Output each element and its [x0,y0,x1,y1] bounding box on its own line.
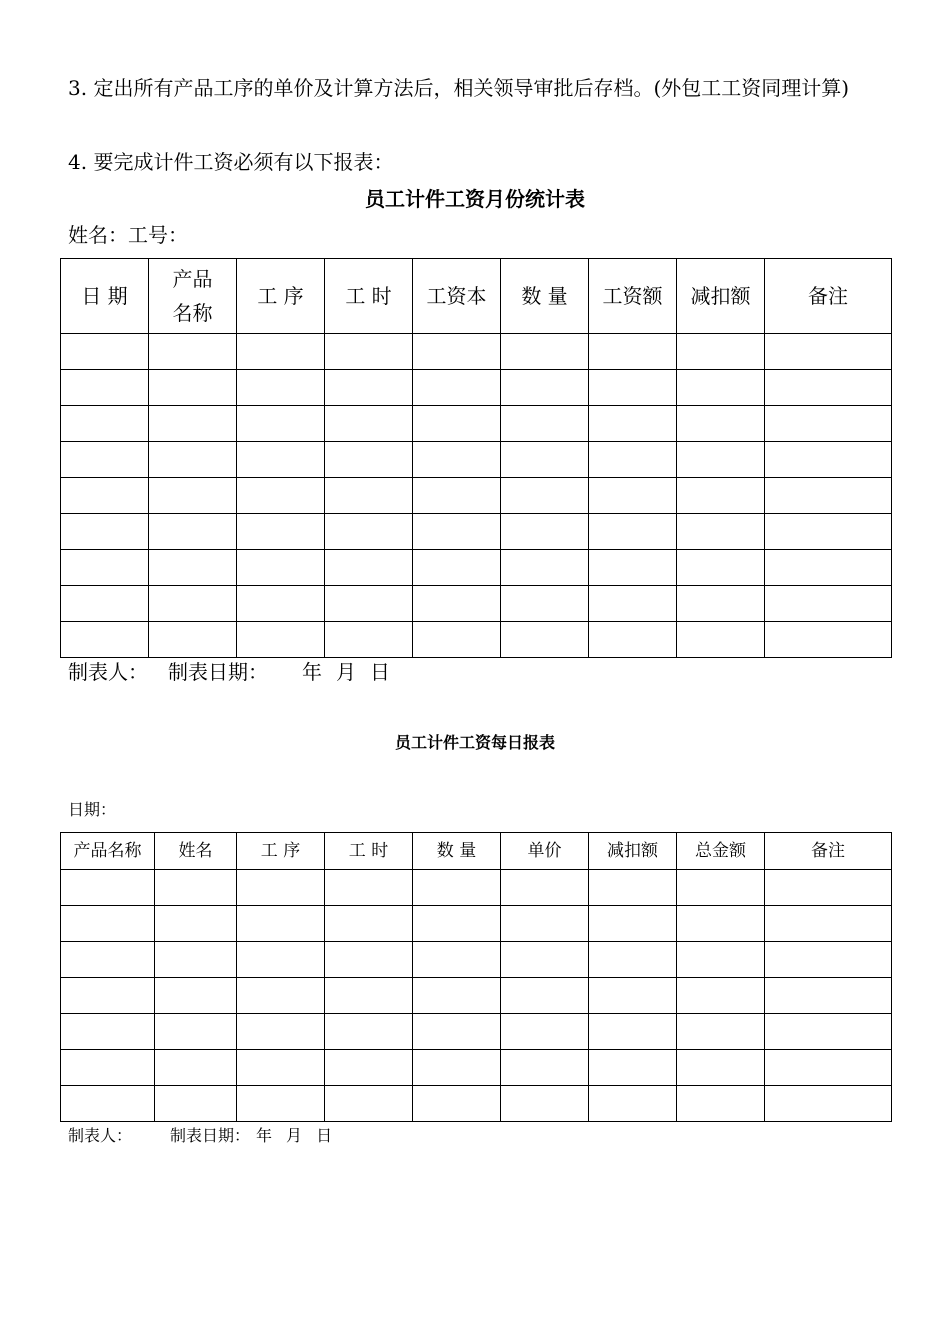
daily-table-cell[interactable] [413,870,501,906]
header-deduction: 减扣额 [589,833,677,870]
header-process: 工 序 [237,833,325,870]
header-quantity: 数 量 [413,833,501,870]
monthly-table-cell[interactable] [589,586,677,622]
monthly-table-cell[interactable] [237,442,325,478]
daily-table-row [61,942,892,978]
monthly-table-cell[interactable] [677,442,765,478]
daily-table-cell[interactable] [61,978,155,1014]
monthly-table-cell[interactable] [61,442,149,478]
monthly-table-cell[interactable] [413,550,501,586]
daily-table-cell[interactable] [325,1014,413,1050]
monthly-table-cell[interactable] [149,622,237,658]
day-label: 日 [316,1126,333,1145]
monthly-table-cell[interactable] [677,550,765,586]
monthly-table-row [61,370,892,406]
monthly-table-cell[interactable] [765,586,892,622]
monthly-table-cell[interactable] [677,514,765,550]
monthly-table-cell[interactable] [413,586,501,622]
monthly-table-cell[interactable] [677,370,765,406]
monthly-table-cell[interactable] [149,550,237,586]
daily-table-cell[interactable] [589,906,677,942]
monthly-table-cell[interactable] [413,442,501,478]
daily-table-cell[interactable] [325,906,413,942]
employee-id-label: 工号： [128,223,188,247]
monthly-table-cell[interactable] [501,442,589,478]
daily-table-cell[interactable] [677,870,765,906]
monthly-table-row [61,478,892,514]
monthly-table-cell[interactable] [501,550,589,586]
monthly-table-cell[interactable] [237,514,325,550]
daily-table-cell[interactable] [765,978,892,1014]
daily-table-cell[interactable] [237,978,325,1014]
maker-label: 制表人： [68,1126,133,1145]
monthly-table-cell[interactable] [237,550,325,586]
header-unit-price: 单价 [501,833,589,870]
daily-table-row [61,1014,892,1050]
header-product-name [149,259,237,334]
monthly-table-cell[interactable] [765,370,892,406]
monthly-table-cell[interactable] [501,514,589,550]
daily-table-cell[interactable] [677,1050,765,1086]
header-remarks: 备注 [765,833,892,870]
header-product-name-text: 产品名称 [172,267,213,325]
monthly-table-cell[interactable] [765,550,892,586]
header-wage-amount: 工资额 [589,259,677,334]
daily-table-cell[interactable] [61,942,155,978]
report-date-label: 制表日期： [168,660,268,684]
header-remarks: 备注 [765,259,892,334]
daily-table-row [61,978,892,1014]
year-label: 年 [302,660,322,684]
daily-date-label: 日期： [68,800,117,819]
daily-table-cell[interactable] [501,978,589,1014]
daily-table-cell[interactable] [61,1014,155,1050]
daily-table-cell[interactable] [325,978,413,1014]
header-product-name: 产品名称 [61,833,155,870]
monthly-table-cell[interactable] [765,334,892,370]
monthly-table-header-row [61,259,892,334]
daily-table-cell[interactable] [413,942,501,978]
daily-table-cell[interactable] [765,1086,892,1122]
monthly-table-cell[interactable] [589,370,677,406]
daily-table-cell[interactable] [155,942,237,978]
monthly-table-cell[interactable] [501,370,589,406]
monthly-table-row [61,442,892,478]
name-label: 姓名： [68,223,128,247]
daily-table-row [61,1050,892,1086]
monthly-table-cell[interactable] [589,334,677,370]
daily-table-cell[interactable] [677,906,765,942]
header-work-hours: 工 时 [325,833,413,870]
monthly-report-title: 员工计件工资月份统计表 [365,187,585,211]
monthly-table-cell[interactable] [61,514,149,550]
monthly-table-row [61,406,892,442]
daily-table-cell[interactable] [155,1050,237,1086]
daily-table-cell[interactable] [589,1086,677,1122]
monthly-table-cell[interactable] [61,334,149,370]
monthly-table-cell[interactable] [61,370,149,406]
monthly-table-cell[interactable] [765,406,892,442]
daily-table-cell[interactable] [501,942,589,978]
daily-table-cell[interactable] [325,1050,413,1086]
monthly-table-cell[interactable] [149,442,237,478]
monthly-table-cell[interactable] [237,334,325,370]
instruction-item-3: 3. 定出所有产品工序的单价及计算方法后，相关领导审批后存档。(外包工工资同理计算) [68,76,850,100]
monthly-table-footer [68,657,390,687]
daily-table-row [61,870,892,906]
monthly-table-cell[interactable] [413,406,501,442]
daily-table-cell[interactable] [677,1086,765,1122]
daily-table-cell[interactable] [61,1086,155,1122]
daily-table-cell[interactable] [325,1086,413,1122]
monthly-table-cell[interactable] [237,406,325,442]
monthly-table-cell[interactable] [413,370,501,406]
header-deduction: 减扣额 [677,259,765,334]
daily-table-cell[interactable] [589,1050,677,1086]
monthly-table-cell[interactable] [149,334,237,370]
daily-table-cell[interactable] [765,942,892,978]
monthly-table-cell[interactable] [501,406,589,442]
daily-table-cell[interactable] [589,978,677,1014]
monthly-table-cell[interactable] [325,478,413,514]
report-date-label: 制表日期： [170,1126,251,1145]
monthly-table-cell[interactable] [413,478,501,514]
daily-table-header-row [61,833,892,870]
monthly-table-cell[interactable] [325,514,413,550]
daily-table-row [61,1086,892,1122]
monthly-table-cell[interactable] [61,406,149,442]
monthly-table-row [61,550,892,586]
monthly-table-cell[interactable] [589,514,677,550]
daily-table-cell[interactable] [155,1086,237,1122]
monthly-statistics-table [60,258,892,658]
header-name: 姓名 [155,833,237,870]
year-label: 年 [256,1126,273,1145]
daily-table-cell[interactable] [237,1086,325,1122]
daily-table-cell[interactable] [237,906,325,942]
daily-table-cell[interactable] [589,1014,677,1050]
monthly-table-cell[interactable] [501,334,589,370]
monthly-table-cell[interactable] [237,622,325,658]
monthly-table-cell[interactable] [501,586,589,622]
daily-table-cell[interactable] [155,1014,237,1050]
monthly-table-cell[interactable] [765,622,892,658]
maker-label: 制表人： [68,660,148,684]
header-total-amount: 总金额 [677,833,765,870]
monthly-table-cell[interactable] [765,478,892,514]
monthly-table-row [61,334,892,370]
daily-table-cell[interactable] [589,942,677,978]
monthly-table-row [61,514,892,550]
header-work-hours: 工 时 [325,259,413,334]
daily-table-cell[interactable] [237,942,325,978]
monthly-table-cell[interactable] [589,406,677,442]
monthly-table-cell[interactable] [237,370,325,406]
daily-table-cell[interactable] [325,870,413,906]
daily-table-cell[interactable] [501,1014,589,1050]
header-wage-base: 工资本 [413,259,501,334]
monthly-table-cell[interactable] [325,370,413,406]
monthly-table-cell[interactable] [413,514,501,550]
employee-info-line [68,220,188,250]
month-label: 月 [336,660,356,684]
monthly-table-cell[interactable] [677,478,765,514]
monthly-table-cell[interactable] [501,622,589,658]
daily-table-cell[interactable] [413,1014,501,1050]
daily-table-cell[interactable] [155,870,237,906]
daily-table-cell[interactable] [765,870,892,906]
monthly-table-cell[interactable] [413,334,501,370]
daily-table-cell[interactable] [501,906,589,942]
monthly-table-cell[interactable] [237,478,325,514]
monthly-table-cell[interactable] [149,370,237,406]
daily-table-cell[interactable] [765,906,892,942]
monthly-table-cell[interactable] [765,514,892,550]
monthly-table-cell[interactable] [325,442,413,478]
daily-table-cell[interactable] [765,1050,892,1086]
monthly-table-cell[interactable] [237,586,325,622]
monthly-table-row [61,586,892,622]
daily-table-cell[interactable] [501,870,589,906]
monthly-table-cell[interactable] [589,622,677,658]
monthly-table-cell[interactable] [149,514,237,550]
daily-table-cell[interactable] [237,870,325,906]
daily-table-footer [68,1123,332,1149]
monthly-table-cell[interactable] [677,334,765,370]
daily-table-cell[interactable] [501,1086,589,1122]
daily-table-cell[interactable] [155,906,237,942]
monthly-table-cell[interactable] [325,622,413,658]
daily-table-cell[interactable] [61,906,155,942]
daily-table-cell[interactable] [413,1050,501,1086]
header-quantity: 数 量 [501,259,589,334]
monthly-table-cell[interactable] [765,442,892,478]
daily-table-cell[interactable] [589,870,677,906]
monthly-table-cell[interactable] [61,550,149,586]
monthly-table-cell[interactable] [325,334,413,370]
monthly-table-cell[interactable] [589,550,677,586]
daily-table-cell[interactable] [413,978,501,1014]
monthly-table-cell[interactable] [677,586,765,622]
monthly-table-cell[interactable] [501,478,589,514]
daily-table-cell[interactable] [765,1014,892,1050]
monthly-table-cell[interactable] [677,406,765,442]
daily-table-cell[interactable] [61,870,155,906]
monthly-table-cell[interactable] [61,586,149,622]
monthly-table-cell[interactable] [325,550,413,586]
header-date: 日 期 [61,259,149,334]
monthly-table-cell[interactable] [149,586,237,622]
daily-table-row [61,906,892,942]
monthly-table-cell[interactable] [61,478,149,514]
daily-table-cell[interactable] [677,942,765,978]
monthly-table-cell[interactable] [589,442,677,478]
daily-table-cell[interactable] [61,1050,155,1086]
daily-table-cell[interactable] [413,906,501,942]
daily-table-cell[interactable] [413,1086,501,1122]
monthly-table-cell[interactable] [61,622,149,658]
monthly-table-row [61,622,892,658]
daily-table-cell[interactable] [237,1050,325,1086]
monthly-table-cell[interactable] [413,622,501,658]
daily-table-cell[interactable] [501,1050,589,1086]
daily-table-cell[interactable] [155,978,237,1014]
daily-report-title: 员工计件工资每日报表 [394,733,555,752]
daily-table-cell[interactable] [325,942,413,978]
daily-table-cell[interactable] [677,1014,765,1050]
header-process: 工 序 [237,259,325,334]
month-label: 月 [286,1126,303,1145]
daily-table-cell[interactable] [237,1014,325,1050]
instruction-item-4: 4. 要完成计件工资必须有以下报表： [68,150,394,174]
monthly-table-cell[interactable] [325,406,413,442]
monthly-table-cell[interactable] [149,406,237,442]
monthly-table-cell[interactable] [677,622,765,658]
daily-report-table [60,832,892,1122]
day-label: 日 [370,660,390,684]
monthly-table-cell[interactable] [325,586,413,622]
monthly-table-cell[interactable] [149,478,237,514]
monthly-table-cell[interactable] [589,478,677,514]
daily-table-cell[interactable] [677,978,765,1014]
